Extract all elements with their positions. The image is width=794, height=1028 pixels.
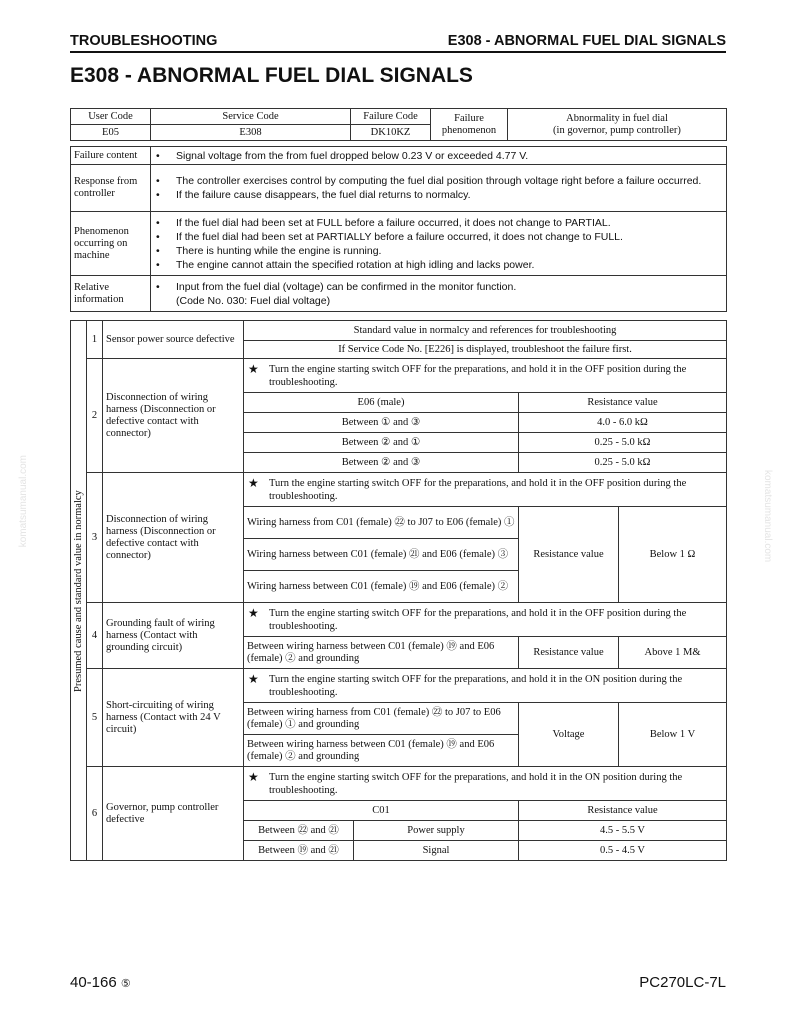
failure-content-label: Failure content bbox=[71, 147, 151, 165]
model-name: PC270LC-7L bbox=[639, 974, 726, 991]
table-row: Between ㉒ and ㉑ bbox=[244, 821, 354, 841]
cause-2-num: 2 bbox=[87, 359, 103, 473]
cause-5-label: Voltage bbox=[519, 703, 619, 767]
list-item: • If the fuel dial had been set at FULL before a failure occurred, it does not change to PARTIAL. bbox=[154, 216, 723, 230]
response-label: Response from controller bbox=[71, 165, 151, 212]
code-table bbox=[70, 108, 727, 141]
table-row-value: 4.5 - 5.5 V bbox=[519, 821, 727, 841]
table-row-kind: Signal bbox=[354, 841, 519, 861]
header-topic: E308 - ABNORMAL FUEL DIAL SIGNALS bbox=[447, 33, 726, 49]
presumed-cause-label: Presumed cause and standard value in normalcy bbox=[71, 321, 87, 861]
list-item: • The controller exercises control by computing the fuel dial position through voltage right before a failure occurred. bbox=[154, 174, 723, 188]
cause-2-name: Disconnection of wiring harness (Disconnection or defective contact with connector) bbox=[103, 359, 244, 473]
phenomenon-line-2: (in governor, pump controller) bbox=[553, 124, 681, 136]
table-row: Wiring harness between C01 (female) ㉑ and E06 (female) ③ bbox=[244, 539, 519, 571]
cause-5-instruction bbox=[244, 669, 727, 703]
phenomenon-line-1: Abnormality in fuel dial bbox=[566, 112, 668, 124]
cause-6-col-2: Resistance value bbox=[519, 801, 727, 821]
response-text bbox=[151, 165, 727, 212]
list-item: • Input from the fuel dial (voltage) can be confirmed in the monitor function. (Code No. 030: Fuel dial voltage) bbox=[154, 280, 723, 308]
service-code: E308 bbox=[151, 125, 351, 141]
relative-list bbox=[154, 280, 723, 308]
cause-5-num: 5 bbox=[87, 669, 103, 767]
cause-3-instruction bbox=[244, 473, 727, 507]
cause-3-star-text: Turn the engine starting switch OFF for the preparations, and hold it in the OFF position during the troubleshooting. bbox=[269, 477, 687, 502]
phenomenon-text bbox=[151, 212, 727, 276]
failure-code: DK10KZ bbox=[351, 125, 431, 141]
cause-3-num: 3 bbox=[87, 473, 103, 603]
list-item: • If the fuel dial had been set at PARTIALLY before a failure occurred, it does not change to FULL. bbox=[154, 230, 723, 244]
cause-5-name: Short-circuiting of wiring harness (Contact with 24 V circuit) bbox=[103, 669, 244, 767]
table-row: Wiring harness between C01 (female) ⑲ and E06 (female) ② bbox=[244, 571, 519, 603]
revision-mark: ⑤ bbox=[120, 978, 131, 990]
cause-1-num: 1 bbox=[87, 321, 103, 359]
watermark-left: komatsumanual.com bbox=[18, 455, 29, 548]
cause-4-name: Grounding fault of wiring harness (Contact with grounding circuit) bbox=[103, 603, 244, 669]
cause-3-name: Disconnection of wiring harness (Disconnection or defective contact with connector) bbox=[103, 473, 244, 603]
table-row: Between ① and ③ bbox=[244, 413, 519, 433]
cause-4-num: 4 bbox=[87, 603, 103, 669]
service-code-label: Service Code bbox=[151, 109, 351, 125]
table-row: Wiring harness from C01 (female) ㉒ to J07 to E06 (female) ① bbox=[244, 507, 519, 539]
cause-2-star-text: Turn the engine starting switch OFF for the preparations, and hold it in the OFF position during the troubleshooting. bbox=[269, 363, 687, 388]
failure-phenomenon-value bbox=[508, 109, 727, 141]
star-icon: ★ bbox=[248, 671, 259, 686]
cause-4-value: Above 1 M& bbox=[619, 637, 727, 669]
user-code: E05 bbox=[71, 125, 151, 141]
failure-content-list bbox=[154, 149, 723, 163]
cause-6-num: 6 bbox=[87, 767, 103, 861]
failure-code-label: Failure Code bbox=[351, 109, 431, 125]
cause-4-label: Resistance value bbox=[519, 637, 619, 669]
cause-table bbox=[70, 320, 727, 861]
star-icon: ★ bbox=[248, 769, 259, 784]
cause-3-value: Below 1 Ω bbox=[619, 507, 727, 603]
header-section: TROUBLESHOOTING bbox=[70, 33, 218, 49]
failure-phenomenon-label: Failure phenomenon bbox=[431, 109, 508, 141]
cause-5-value: Below 1 V bbox=[619, 703, 727, 767]
table-row-value: 4.0 - 6.0 kΩ bbox=[519, 413, 727, 433]
cause-5-star-text: Turn the engine starting switch OFF for the preparations, and hold it in the ON position during the troubleshooting. bbox=[269, 673, 683, 698]
list-item: • If the failure cause disappears, the fuel dial returns to normalcy. bbox=[154, 188, 723, 202]
table-row-value: 0.5 - 4.5 V bbox=[519, 841, 727, 861]
star-icon: ★ bbox=[248, 605, 259, 620]
response-list bbox=[154, 174, 723, 202]
cause-2-col-2: Resistance value bbox=[519, 393, 727, 413]
running-header bbox=[70, 31, 726, 53]
table-row-value: 0.25 - 5.0 kΩ bbox=[519, 453, 727, 473]
list-item: • The engine cannot attain the specified rotation at high idling and lacks power. bbox=[154, 258, 723, 272]
cause-2-instruction bbox=[244, 359, 727, 393]
page-title: E308 - ABNORMAL FUEL DIAL SIGNALS bbox=[70, 64, 473, 87]
page-number bbox=[70, 974, 131, 991]
info-table bbox=[70, 146, 727, 312]
cause-6-name: Governor, pump controller defective bbox=[103, 767, 244, 861]
phenomenon-list bbox=[154, 216, 723, 272]
page-number-text: 40-166 bbox=[70, 974, 117, 991]
star-icon: ★ bbox=[248, 361, 259, 376]
cause-4-star-text: Turn the engine starting switch OFF for the preparations, and hold it in the OFF position during the troubleshooting. bbox=[269, 607, 687, 632]
table-row: Between ⑲ and ㉑ bbox=[244, 841, 354, 861]
cause-6-col-1: C01 bbox=[244, 801, 519, 821]
cause-4-instruction bbox=[244, 603, 727, 637]
table-row-value: 0.25 - 5.0 kΩ bbox=[519, 433, 727, 453]
list-item: • There is hunting while the engine is running. bbox=[154, 244, 723, 258]
reference-header: Standard value in normalcy and references for troubleshooting bbox=[244, 321, 727, 341]
list-item: • Signal voltage from the from fuel dropped below 0.23 V or exceeded 4.77 V. bbox=[154, 149, 723, 163]
cause-6-instruction bbox=[244, 767, 727, 801]
cause-1-name: Sensor power source defective bbox=[103, 321, 244, 359]
table-row: Between wiring harness from C01 (female) ㉒ to J07 to E06 (female) ① and grounding bbox=[244, 703, 519, 735]
table-row: Between wiring harness between C01 (female) ⑲ and E06 (female) ② and grounding bbox=[244, 735, 519, 767]
user-code-label: User Code bbox=[71, 109, 151, 125]
table-row-kind: Power supply bbox=[354, 821, 519, 841]
phenomenon-label: Phenomenon occurring on machine bbox=[71, 212, 151, 276]
cause-1-note: If Service Code No. [E226] is displayed, troubleshoot the failure first. bbox=[244, 341, 727, 359]
relative-label: Relative information bbox=[71, 276, 151, 312]
relative-text bbox=[151, 276, 727, 312]
cause-3-label: Resistance value bbox=[519, 507, 619, 603]
table-row: Between ② and ① bbox=[244, 433, 519, 453]
star-icon: ★ bbox=[248, 475, 259, 490]
table-row: Between ② and ③ bbox=[244, 453, 519, 473]
cause-6-star-text: Turn the engine starting switch OFF for the preparations, and hold it in the ON position during the troubleshooting. bbox=[269, 771, 683, 796]
table-row: Between wiring harness between C01 (female) ⑲ and E06 (female) ② and grounding bbox=[244, 637, 519, 669]
failure-content-text bbox=[151, 147, 727, 165]
watermark-right: komatsumanual.com bbox=[762, 470, 773, 563]
cause-2-col-1: E06 (male) bbox=[244, 393, 519, 413]
